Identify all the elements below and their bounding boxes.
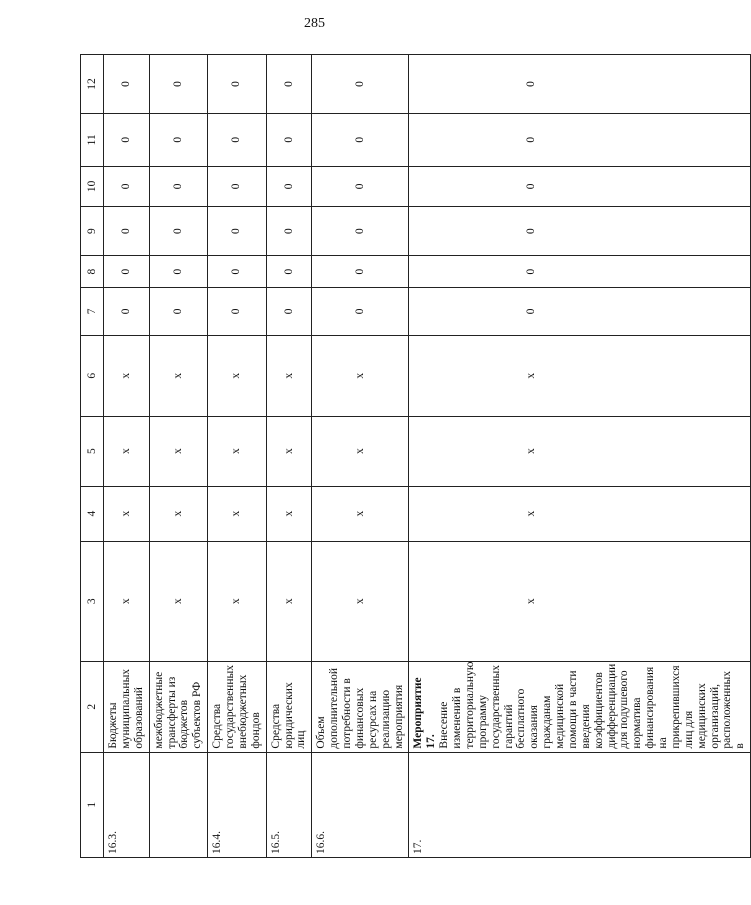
col-header: 11 bbox=[81, 113, 104, 166]
row-number: 16.4. bbox=[208, 752, 267, 857]
cell-c5: x bbox=[208, 416, 267, 486]
row-name-title: Мероприятие 17. bbox=[412, 677, 438, 749]
row-name: межбюджетные трансферты из бюджетов субъектов РФ bbox=[149, 661, 208, 752]
table-row bbox=[208, 55, 267, 858]
cell-c3: x bbox=[208, 541, 267, 661]
cell-c10: 0 bbox=[149, 166, 208, 206]
cell-c11: 0 bbox=[409, 113, 751, 166]
cell-c12: 0 bbox=[149, 55, 208, 114]
cell-c11: 0 bbox=[149, 113, 208, 166]
table-row bbox=[266, 55, 312, 858]
cell-c3: x bbox=[312, 541, 409, 661]
cell-c10: 0 bbox=[208, 166, 267, 206]
table-row bbox=[409, 55, 751, 858]
row-number: 16.3. bbox=[104, 752, 150, 857]
col-header: 5 bbox=[81, 416, 104, 486]
cell-c8: 0 bbox=[208, 256, 267, 288]
table-row bbox=[312, 55, 409, 858]
cell-c12: 0 bbox=[208, 55, 267, 114]
cell-c3: x bbox=[149, 541, 208, 661]
cell-c9: 0 bbox=[409, 207, 751, 256]
cell-c6: x bbox=[312, 335, 409, 416]
page-number: 285 bbox=[304, 16, 325, 31]
row-number: 17. bbox=[409, 752, 751, 857]
cell-c7: 0 bbox=[149, 287, 208, 335]
row-name: Бюджеты муниципальных образований bbox=[104, 661, 150, 752]
cell-c10: 0 bbox=[312, 166, 409, 206]
cell-c8: 0 bbox=[312, 256, 409, 288]
table-row bbox=[149, 55, 208, 858]
cell-c6: x bbox=[208, 335, 267, 416]
cell-c11: 0 bbox=[104, 113, 150, 166]
cell-c4: x bbox=[409, 486, 751, 541]
cell-c4: x bbox=[266, 486, 312, 541]
col-header: 3 bbox=[81, 541, 104, 661]
cell-c4: x bbox=[104, 486, 150, 541]
cell-c10: 0 bbox=[266, 166, 312, 206]
cell-c5: x bbox=[149, 416, 208, 486]
cell-c7: 0 bbox=[266, 287, 312, 335]
cell-c12: 0 bbox=[409, 55, 751, 114]
cell-c8: 0 bbox=[104, 256, 150, 288]
cell-c12: 0 bbox=[104, 55, 150, 114]
cell-c5: x bbox=[312, 416, 409, 486]
row-name: Объем дополнительной потребности в финансовых ресурсах на реализацию мероприятия bbox=[312, 661, 409, 752]
rotated-table-wrapper bbox=[80, 54, 747, 858]
cell-c6: x bbox=[104, 335, 150, 416]
cell-c5: x bbox=[409, 416, 751, 486]
col-header: 9 bbox=[81, 207, 104, 256]
col-header: 6 bbox=[81, 335, 104, 416]
cell-c5: x bbox=[104, 416, 150, 486]
header-row bbox=[81, 55, 104, 858]
cell-c8: 0 bbox=[409, 256, 751, 288]
cell-c7: 0 bbox=[312, 287, 409, 335]
cell-c11: 0 bbox=[312, 113, 409, 166]
cell-c5: x bbox=[266, 416, 312, 486]
cell-c9: 0 bbox=[149, 207, 208, 256]
cell-c6: x bbox=[266, 335, 312, 416]
row-name: Средства юридических лиц bbox=[266, 661, 312, 752]
cell-c9: 0 bbox=[266, 207, 312, 256]
cell-c11: 0 bbox=[266, 113, 312, 166]
cell-c9: 0 bbox=[312, 207, 409, 256]
table-row bbox=[104, 55, 150, 858]
cell-c9: 0 bbox=[208, 207, 267, 256]
cell-c10: 0 bbox=[104, 166, 150, 206]
cell-c4: x bbox=[149, 486, 208, 541]
cell-c12: 0 bbox=[266, 55, 312, 114]
row-number: 16.6. bbox=[312, 752, 409, 857]
row-name: Средства государственных внебюджетных фондов bbox=[208, 661, 267, 752]
cell-c9: 0 bbox=[104, 207, 150, 256]
cell-c7: 0 bbox=[208, 287, 267, 335]
cell-c8: 0 bbox=[149, 256, 208, 288]
cell-c12: 0 bbox=[312, 55, 409, 114]
cell-c7: 0 bbox=[104, 287, 150, 335]
col-header: 4 bbox=[81, 486, 104, 541]
row-number: 16.5. bbox=[266, 752, 312, 857]
cell-c7: 0 bbox=[409, 287, 751, 335]
cell-c4: x bbox=[312, 486, 409, 541]
col-header: 12 bbox=[81, 55, 104, 114]
row-name bbox=[409, 661, 751, 752]
cell-c11: 0 bbox=[208, 113, 267, 166]
row-number bbox=[149, 752, 208, 857]
cell-c10: 0 bbox=[409, 166, 751, 206]
cell-c8: 0 bbox=[266, 256, 312, 288]
cell-c3: x bbox=[104, 541, 150, 661]
cell-c4: x bbox=[208, 486, 267, 541]
col-header: 2 bbox=[81, 661, 104, 752]
col-header: 10 bbox=[81, 166, 104, 206]
cell-c6: x bbox=[149, 335, 208, 416]
cell-c3: x bbox=[266, 541, 312, 661]
cell-c6: x bbox=[409, 335, 751, 416]
data-table bbox=[80, 54, 751, 858]
col-header: 8 bbox=[81, 256, 104, 288]
col-header: 7 bbox=[81, 287, 104, 335]
row-name-text: Внесение изменений в территориальную программу государственных гарантий бесплатного оказания гражданам медицинской помощи в части введения коэффициентов дифференциации для подушевого норматива финансирования на прикрепившихся лиц для медицинских организаций, расположенных в bbox=[438, 661, 747, 749]
col-header: 1 bbox=[81, 752, 104, 857]
cell-c3: x bbox=[409, 541, 751, 661]
